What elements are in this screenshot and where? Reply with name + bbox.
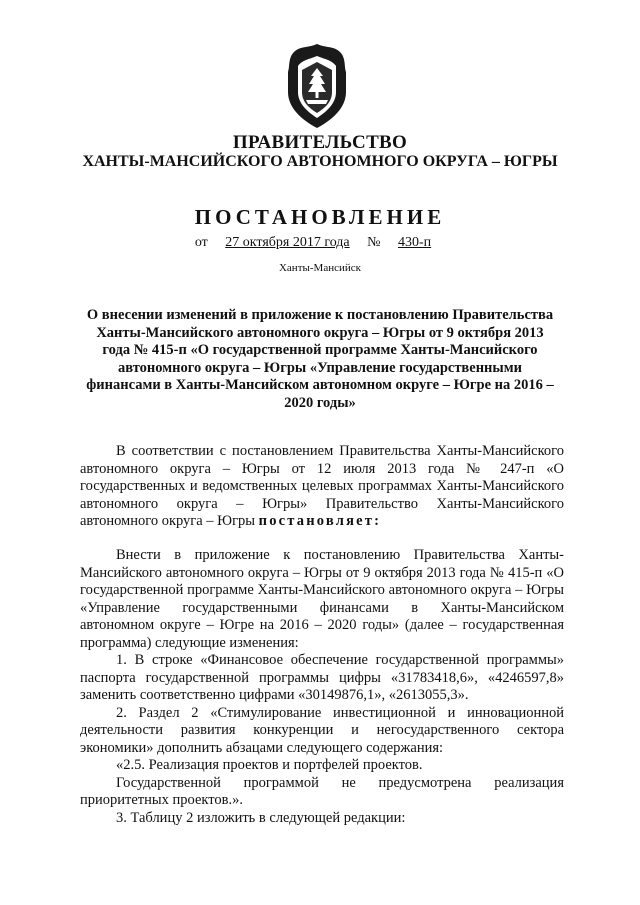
body-paragraph: Внести в приложение к постановлению Правительства Ханты-Мансийского автономного округа – Югры от 9 октября 2013 года № 415-п «О государственной программе Ханты-Мансийского автономного округа – Югры «Управление государственными финансами в Ханты-Мансийском автономном округе – Югре на 2016 – 2020 годы» (далее – государственная программа) следующие изменения: [80,547,564,651]
number-prefix: № [367,235,381,250]
main-body [80,547,564,827]
body-paragraph: 2. Раздел 2 «Стимулирование инвестиционной и инновационной деятельности развития конкуренции и негосударственного сектора экономики» дополнить абзацами следующего содержания: [80,704,564,756]
body-paragraph: 3. Таблицу 2 изложить в следующей редакции: [116,809,406,826]
document-subject: О внесении изменений в приложение к постановлению Правительства Ханты-Мансийского автономного округа – Югры от 9 октября 2013 года № 415-п «О государственной программе Ханты-Мансийского автономного округа – Югры «Управление государственными финансами в Ханты-Мансийском автономном округе – Югре на 2016 – 2020 годы» [86,307,554,411]
date-prefix: от [194,235,208,250]
document-date: 27 октября 2017 года [225,235,350,250]
region-title: ХАНТЫ-МАНСИЙСКОГО АВТОНОМНОГО ОКРУГА – ЮГРЫ [82,153,558,170]
body-paragraph: 1. В строке «Финансовое обеспечение государственной программы» паспорта государственной программы цифры «31783418,6», «4246597,8» заменить соответственно цифрами «30149876,1», «2613055,3». [80,652,564,703]
intro-text: В соответствии с постановлением Правительства Ханты-Мансийского автономного округа – Югры от 12 июля 2013 года № 247-п «О государственных и ведомственных целевых программах Ханты-Мансийского автономного округа – Югры» Правительство Ханты-Мансийского автономного округа – Югры [80,443,564,529]
decree-word: постановляет: [258,513,382,529]
intro-paragraph [80,443,564,531]
coat-of-arms-icon [282,42,352,130]
document-number: 430-п [398,235,432,250]
body-paragraph: Государственной программой не предусмотрена реализация приоритетных проектов.». [80,774,564,808]
city-name: Ханты-Мансийск [278,262,361,274]
body-paragraph: «2.5. Реализация проектов и портфелей проектов. [116,757,423,773]
government-title: ПРАВИТЕЛЬСТВО [232,132,408,153]
date-line [0,235,640,251]
document-type: ПОСТАНОВЛЕНИЕ [194,205,446,229]
